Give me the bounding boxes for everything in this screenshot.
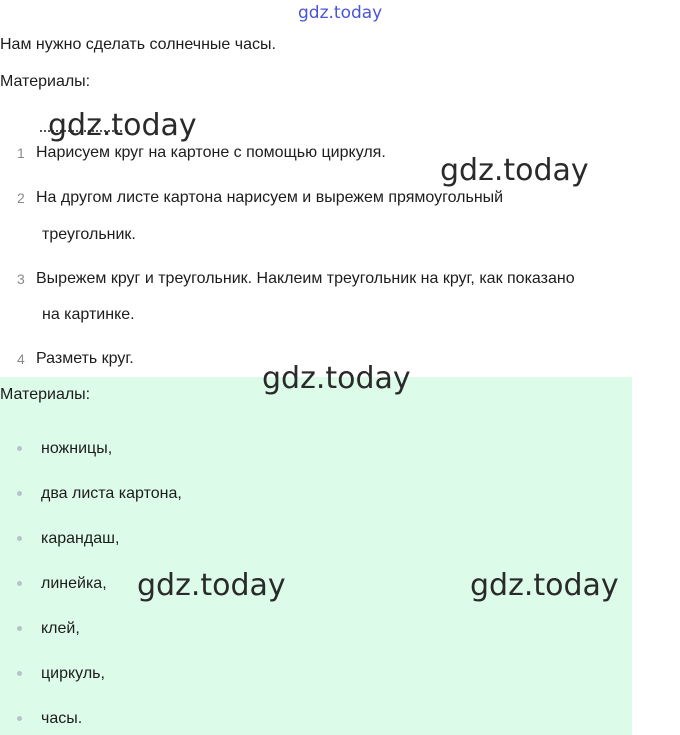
step-text: Нарисуем круг на картоне с помощью циркуля.: [36, 144, 386, 161]
material-item: ножницы,: [41, 440, 113, 457]
watermark-top: gdz.today: [298, 3, 383, 23]
watermark: gdz.today: [137, 568, 286, 603]
bullet-icon: [17, 671, 22, 676]
step-text-continued: на картинке.: [42, 306, 135, 323]
step-number: 2: [17, 190, 25, 206]
step-number: 1: [17, 145, 25, 161]
material-item: два листа картона,: [41, 485, 182, 502]
materials-heading-2: Материалы:: [0, 386, 91, 403]
material-item: линейка,: [41, 575, 107, 592]
materials-heading-1: Материалы:: [0, 73, 91, 90]
watermark: gdz.today: [470, 568, 619, 603]
step-text: На другом листе картона нарисуем и вырежем прямоугольный: [36, 189, 504, 206]
watermark: gdz.today: [48, 108, 197, 143]
bullet-icon: [17, 581, 22, 586]
step-number: 3: [17, 271, 25, 287]
intro-text: Нам нужно сделать солнечные часы.: [0, 36, 276, 53]
material-item: клей,: [41, 620, 80, 637]
step-text: Вырежем круг и треугольник. Наклеим треугольник на круг, как показано: [36, 270, 575, 287]
material-item: циркуль,: [41, 665, 105, 682]
watermark: gdz.today: [262, 361, 411, 396]
step-text: Разметь круг.: [36, 350, 134, 367]
watermark: gdz.today: [440, 153, 589, 188]
bullet-icon: [17, 716, 22, 721]
bullet-icon: [17, 491, 22, 496]
material-item: карандаш,: [41, 530, 120, 547]
step-number: 4: [17, 351, 25, 367]
step-text-continued: треугольник.: [42, 226, 136, 243]
material-item: часы.: [41, 710, 83, 727]
bullet-icon: [17, 536, 22, 541]
bullet-icon: [17, 446, 22, 451]
bullet-icon: [17, 626, 22, 631]
